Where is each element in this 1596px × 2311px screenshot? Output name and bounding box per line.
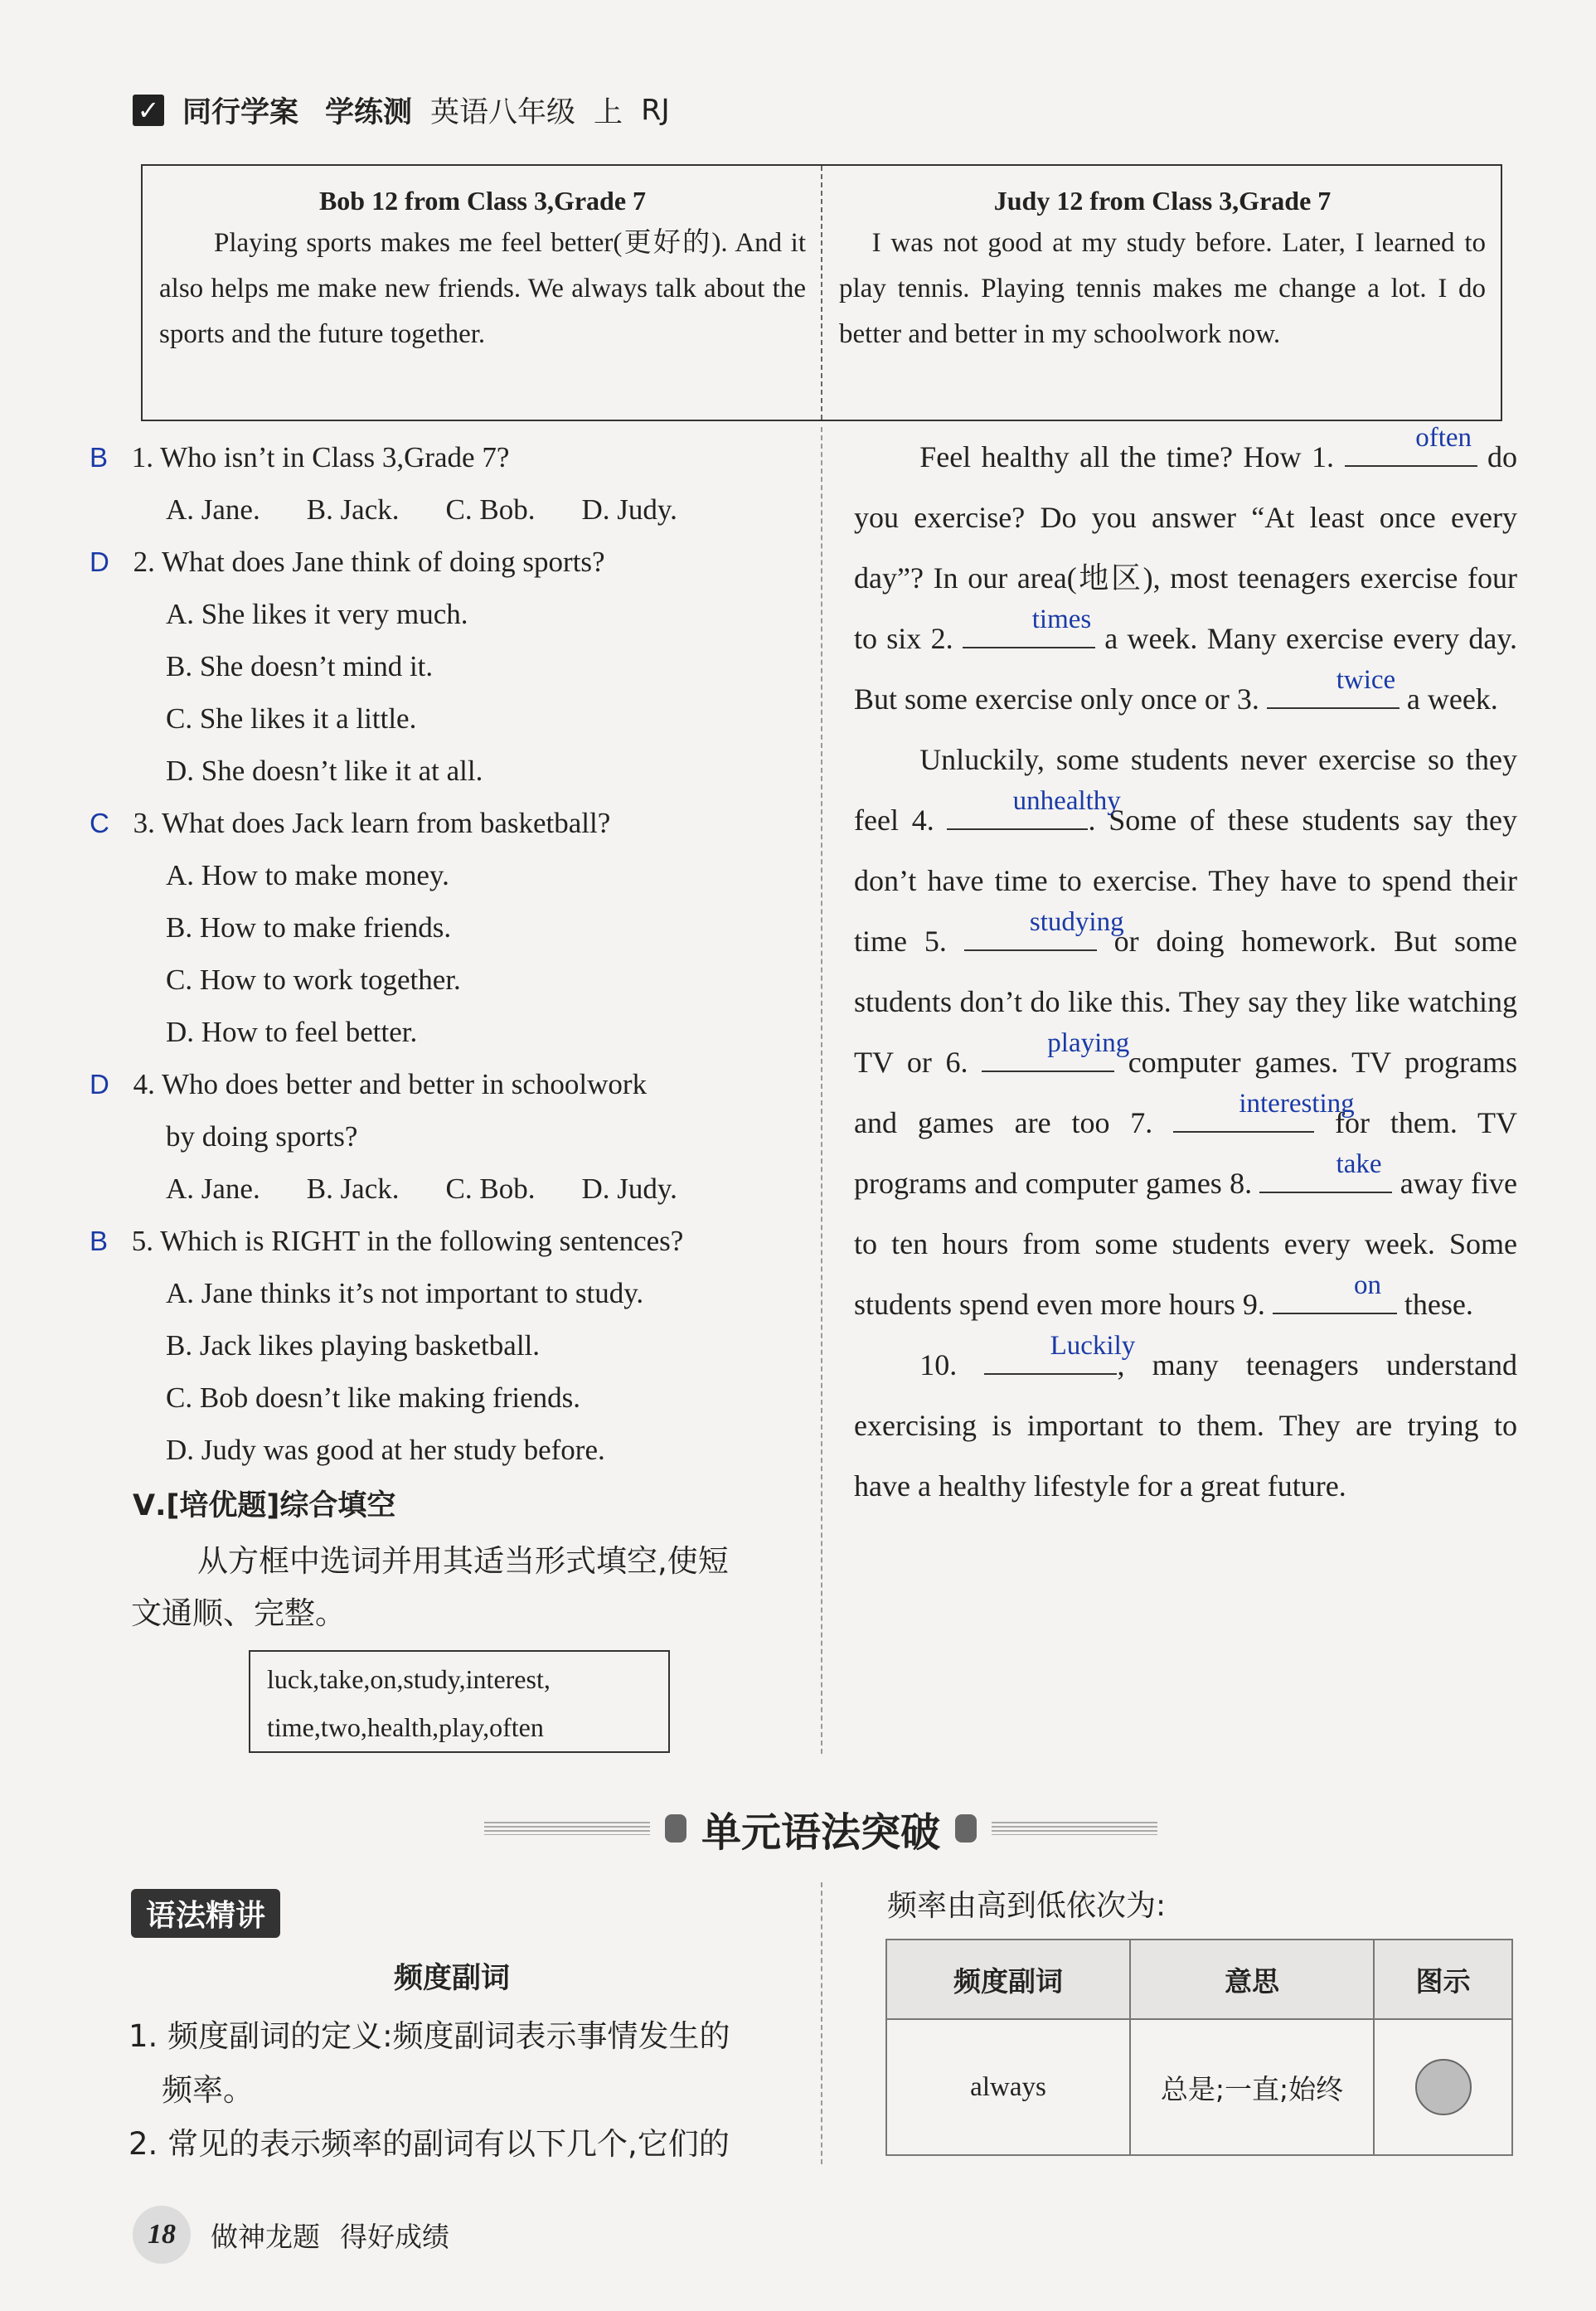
blank-answer: interesting <box>1239 1089 1355 1119</box>
cloze-paragraph-2 <box>854 730 1517 1335</box>
answer-letter: B <box>90 1226 109 1256</box>
option: B. Jack. <box>306 493 400 526</box>
option: A. She likes it very much. <box>166 598 468 630</box>
table-header: 图示 <box>1374 1940 1512 2019</box>
page-header <box>133 90 670 131</box>
judy-heading: Judy 12 from Class 3,Grade 7 <box>993 186 1332 216</box>
footer-slogan: 做神龙题 <box>211 2220 320 2253</box>
question-stem: 5. Which is RIGHT in the following sentences? <box>131 1225 684 1257</box>
cloze-text: do you exercise? Do you answer “At least once every day”? In our area(地区), most teenagers exercise four to six 2. <box>854 440 1518 655</box>
table-header-row <box>886 1940 1512 2019</box>
subject-label: 英语八年级 <box>430 96 576 129</box>
grammar-point-2: 2. 常见的表示频率的副词有以下几个,它们的 <box>129 2126 730 2162</box>
option: A. Jane thinks it’s not important to study. <box>166 1277 644 1309</box>
question-list <box>90 431 803 1476</box>
cloze-paragraph-1 <box>854 423 1518 730</box>
option: C. Bob. <box>445 493 536 526</box>
option: A. Jane. <box>166 493 260 526</box>
question-stem: 4. Who does better and better in schoolwork <box>133 1068 648 1100</box>
blank-2[interactable] <box>963 604 1095 648</box>
table-cell-word: always <box>886 2019 1130 2155</box>
cloze-text: away five to ten hours from some students every week. Some students spend even more hours 9. <box>854 1167 1517 1321</box>
table-row <box>886 2019 1512 2155</box>
cloze-text: a week. <box>1406 682 1498 716</box>
blank-9[interactable] <box>1273 1270 1397 1314</box>
banner-blob-icon <box>955 1814 977 1842</box>
blank-10[interactable] <box>984 1331 1136 1375</box>
question-stem: 3. What does Jack learn from basketball? <box>133 807 611 839</box>
option: C. How to work together. <box>166 964 461 996</box>
word-bank-line: time,two,health,play,often <box>267 1712 544 1742</box>
option: D. Judy. <box>581 493 677 526</box>
blank-5[interactable] <box>964 907 1124 951</box>
bob-heading: Bob 12 from Class 3,Grade 7 <box>318 186 647 216</box>
bob-column <box>159 181 806 357</box>
grammar-point-1: 1. 频度副词的定义:频度副词表示事情发生的 <box>129 2018 730 2054</box>
banner-decor-left <box>484 1822 650 1835</box>
option: D. She doesn’t like it at all. <box>166 755 483 787</box>
edition-label: RJ <box>641 94 670 127</box>
option: C. She likes it a little. <box>166 702 417 735</box>
blank-answer: twice <box>1336 665 1396 695</box>
table-header: 频度副词 <box>886 1940 1130 2019</box>
banner-title: 单元语法突破 <box>701 1809 940 1856</box>
answer-letter: D <box>90 1069 109 1100</box>
box-divider <box>821 166 822 420</box>
cloze-paragraph-3 <box>854 1331 1518 1517</box>
column-divider <box>821 427 822 1754</box>
cloze-text: 10. <box>919 1348 958 1381</box>
option: D. How to feel better. <box>166 1016 418 1048</box>
blank-6[interactable] <box>982 1028 1130 1072</box>
option: D. Judy was good at her study before. <box>166 1434 605 1466</box>
option: C. Bob. <box>445 1172 536 1205</box>
blank-4[interactable] <box>947 786 1121 830</box>
cloze-text: , many teenagers understand exercising is important to them. They are trying to have a healthy lifestyle for a great future. <box>854 1348 1518 1503</box>
option: A. Jane. <box>166 1172 260 1205</box>
volume-label: 上 <box>594 96 623 129</box>
grammar-tag: 语法精讲 <box>131 1889 280 1938</box>
option: B. Jack likes playing basketball. <box>166 1329 541 1362</box>
full-circle-icon <box>1415 2059 1472 2115</box>
question-stem: 1. Who isn’t in Class 3,Grade 7? <box>131 441 510 473</box>
cloze-text: for them. TV programs and computer games 8. <box>854 1106 1518 1200</box>
word-bank-line: luck,take,on,study,interest, <box>267 1664 551 1694</box>
cloze-text: or doing homework. But some students don’t do like this. They say they like watching TV or 6. <box>854 925 1518 1079</box>
word-bank-box <box>249 1650 670 1753</box>
bob-text: Playing sports makes me feel better(更好的). And it also helps me make new friends. We always talk about the sports and the future together. <box>159 228 806 349</box>
cloze-text: . Some of these students say they don’t have time to exercise. They have to spend their time 5. <box>854 804 1517 958</box>
section-5-instruction-cont: 文通顺、完整。 <box>131 1595 346 1631</box>
cloze-text: a week. Many exercise every day. But some exercise only once or 3. <box>854 622 1518 716</box>
blank-answer: times <box>1031 604 1092 634</box>
frequency-table <box>885 1939 1513 2156</box>
answer-letter: D <box>90 546 109 577</box>
section-5-instruction: 从方框中选词并用其适当形式填空,使短 <box>197 1543 729 1579</box>
blank-answer: often <box>1415 423 1472 453</box>
cloze-passage <box>854 423 1518 1517</box>
blank-answer: studying <box>1029 907 1124 937</box>
option-row <box>90 1163 803 1215</box>
option: C. Bob doesn’t like making friends. <box>166 1381 580 1414</box>
section-5-heading: Ⅴ.[培优题]综合填空 <box>133 1489 396 1522</box>
question-stem: 2. What does Jane think of doing sports? <box>133 546 605 578</box>
series-name: 学练测 <box>325 96 413 129</box>
judy-column <box>839 181 1486 357</box>
page-number: 18 <box>133 2206 191 2264</box>
brand-name: 同行学案 <box>182 96 299 129</box>
blank-answer: Luckily <box>1050 1331 1136 1361</box>
blank-8[interactable] <box>1259 1149 1392 1193</box>
grammar-point-1-cont: 频率。 <box>162 2072 254 2108</box>
section-banner <box>456 1799 1186 1857</box>
blank-answer: on <box>1354 1270 1382 1300</box>
footer-slogan: 得好成绩 <box>340 2220 449 2253</box>
cloze-text: computer games. TV programs and games are too 7. <box>854 1046 1518 1139</box>
question-1 <box>90 431 803 483</box>
option: B. Jack. <box>306 1172 400 1205</box>
answer-letter: B <box>90 442 109 473</box>
page-footer <box>133 2206 449 2264</box>
option-row <box>90 483 803 536</box>
option: B. She doesn’t mind it. <box>166 650 434 682</box>
blank-answer: unhealthy <box>1012 786 1121 816</box>
cloze-text: Feel healthy all the time? How 1. <box>919 440 1335 473</box>
blank-7[interactable] <box>1173 1089 1355 1133</box>
blank-answer: take <box>1336 1149 1382 1179</box>
question-2 <box>90 536 803 588</box>
check-logo-icon: ✓ <box>133 95 164 126</box>
table-cell-diagram <box>1374 2019 1512 2155</box>
frequency-order-text: 频率由高到低依次为: <box>887 1889 1167 1923</box>
table-header: 意思 <box>1130 1940 1374 2019</box>
passage-box <box>141 164 1502 421</box>
cloze-text: Unluckily, some students never exercise so they feel 4. <box>854 743 1517 837</box>
banner-blob-icon <box>665 1814 686 1842</box>
option: A. How to make money. <box>166 859 449 891</box>
question-5 <box>90 1215 803 1267</box>
blank-1[interactable] <box>1345 423 1477 467</box>
question-4 <box>90 1058 803 1110</box>
option: D. Judy. <box>581 1172 677 1205</box>
option: B. How to make friends. <box>166 911 452 944</box>
grammar-title: 频度副词 <box>394 1962 511 1995</box>
question-3 <box>90 797 803 849</box>
question-stem-cont: by doing sports? <box>166 1120 358 1153</box>
column-divider-bottom <box>821 1882 822 2164</box>
cloze-text: these. <box>1404 1288 1473 1321</box>
blank-3[interactable] <box>1267 665 1400 709</box>
judy-text: I was not good at my study before. Later, I learned to play tennis. Playing tennis makes me change a lot. I do better and better in my schoolwork now. <box>839 228 1486 349</box>
blank-answer: playing <box>1047 1028 1130 1058</box>
table-cell-meaning: 总是;一直;始终 <box>1130 2019 1374 2155</box>
answer-letter: C <box>90 808 109 838</box>
banner-decor-right <box>992 1822 1157 1835</box>
